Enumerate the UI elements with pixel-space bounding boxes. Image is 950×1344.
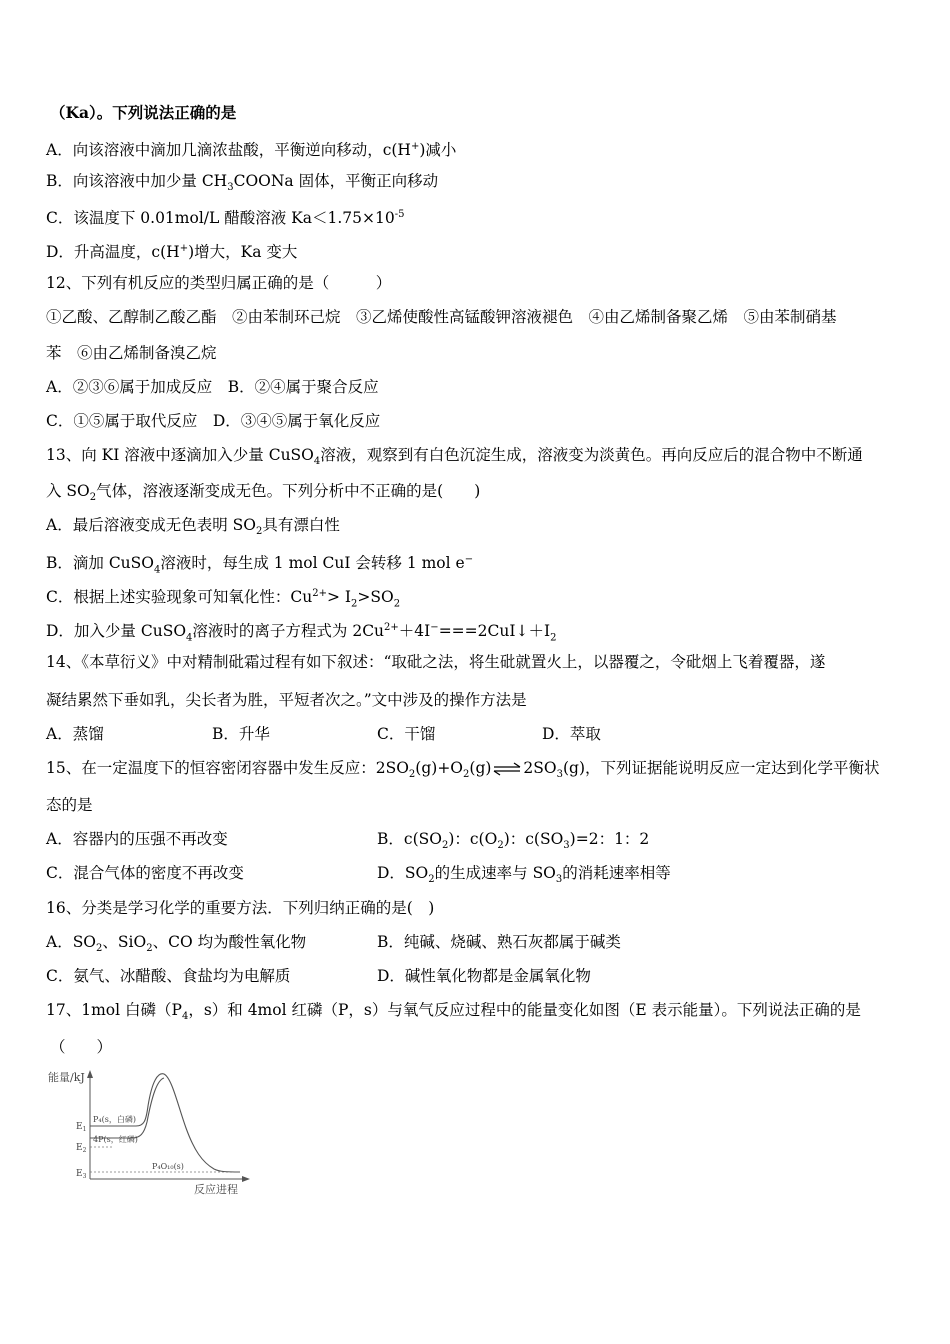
- q11-option-d: D．升高温度，c(H+)增大，Ka 变大: [46, 243, 298, 262]
- q15-option-b: B．$c(SO_2)$：$c(O_2)$：$c(SO_3)=2$：1：2: [377, 830, 650, 852]
- energy-diagram: [44, 1066, 264, 1206]
- q16-stem: 16、分类是学习化学的重要方法．下列归纳正确的是( ): [46, 899, 435, 917]
- q15-options-cd: [46, 863, 906, 886]
- q13-stem: 13、向 KI 溶液中逐滴加入少量 CuSO$_4$溶液，观察到有白色沉淀生成，溶液变为淡黄色。再向反应后的混合物中不断通: [46, 446, 863, 468]
- q15-option-c: C．混合气体的密度不再改变: [46, 864, 244, 882]
- q14-stem: 14、《本草衍义》中对精制砒霜过程有如下叙述：“取砒之法，将生砒就置火上，以器覆之，令砒烟上飞着覆器，遂: [46, 653, 826, 671]
- q14-option-b: B．升华: [212, 725, 270, 743]
- q11-option-a: A．向该溶液中滴加几滴浓盐酸，平衡逆向移动，c(H+)减小: [46, 141, 457, 160]
- q11-option-b: B．向该溶液中加少量 $CH_3COONa$ 固体，平衡正向移动: [46, 172, 439, 194]
- q14-option-c: C．干馏: [377, 725, 436, 743]
- q17-answer-paren: （ ）: [50, 1038, 113, 1056]
- e2-label: $E_2$: [76, 1143, 87, 1154]
- q15-option-a: A．容器内的压强不再改变: [46, 830, 228, 848]
- q16-option-d: D．碱性氧化物都是金属氧化物: [377, 967, 591, 985]
- q17-stem: 17、1mol 白磷（$P_4$，s）和 4mol 红磷（P，s）与氧气反应过程中的能量变化如图（E 表示能量）。下列说法正确的是: [46, 1001, 861, 1023]
- q12-options-cd: C．①⑤属于取代反应 D．③④⑤属于氧化反应: [46, 412, 381, 430]
- q16-option-b: B．纯碱、烧碱、熟石灰都属于碱类: [377, 933, 621, 951]
- q14-option-a: A．蒸馏: [46, 725, 104, 743]
- q16-options-ab: [46, 932, 906, 959]
- q16-options-cd: [46, 966, 906, 986]
- q15-stem-cont: 态的是: [46, 796, 93, 814]
- q13-option-c: C．根据上述实验现象可知氧化性：$Cu^{2+}> I_2>SO_2$: [46, 588, 401, 610]
- product-label: P₄O₁₀(s): [152, 1162, 184, 1171]
- e3-label: $E_3$: [76, 1169, 87, 1180]
- equilibrium-arrow-icon: [492, 762, 522, 776]
- q15-option-d: D．$SO_2$的生成速率与 $SO_3$的消耗速率相等: [377, 864, 671, 886]
- white-phosphorus-label: P₄(s，白磷): [93, 1115, 136, 1124]
- y-axis-label: 能量/kJ: [48, 1071, 85, 1084]
- x-axis-label: 反应进程: [194, 1183, 238, 1196]
- q15-options-ab: [46, 829, 906, 852]
- q12-items: ①乙酸、乙醇制乙酸乙酯 ②由苯制环己烷 ③乙烯使酸性高锰酸钾溶液褪色 ④由乙烯制备聚乙烯 ⑤由苯制硝基: [46, 308, 837, 326]
- q13-option-b: B．滴加 CuSO$_4$溶液时，每生成 1 mol CuI 会转移 1 mol e−: [46, 554, 474, 576]
- y-axis-arrow-icon: [87, 1070, 93, 1078]
- red-phosphorus-curve: [90, 1078, 164, 1138]
- red-phosphorus-label: 4P(s，红磷): [93, 1135, 138, 1144]
- q16-option-a: A．$SO_2$、SiO$_2$、CO 均为酸性氧化物: [46, 933, 307, 955]
- q16-option-c: C．氨气、冰醋酸、食盐均为电解质: [46, 967, 291, 985]
- q11-option-c: C．该温度下 0.01mol/L 醋酸溶液 $Ka<1.75\times 10^{-5}$: [46, 209, 405, 228]
- q12-items-cont: 苯 ⑥由乙烯制备溴乙烷: [46, 344, 217, 362]
- q15-stem: 15、在一定温度下的恒容密闭容器中发生反应：$2SO_2(g)+O_2(g)$ $2SO_3(g)$，下列证据能说明反应一定达到化学平衡状: [46, 759, 880, 781]
- q14-option-d: D．萃取: [542, 725, 601, 743]
- q13-option-d: D．加入少量 CuSO$_4$溶液时的离子方程式为 $2Cu^{2+}+4I^-===2CuI↓+I_2$: [46, 622, 557, 644]
- x-axis-arrow-icon: [242, 1176, 250, 1182]
- e1-label: $E_1$: [76, 1122, 87, 1133]
- q11-stem-tail: （Ka）。下列说法正确的是: [50, 103, 237, 122]
- q12-stem: 12、下列有机反应的类型归属正确的是（ ）: [46, 274, 392, 292]
- q13-stem-cont: 入 $SO_2$气体，溶液逐渐变成无色。下列分析中不正确的是( ): [46, 482, 481, 504]
- q12-options-ab: A．②③⑥属于加成反应 B．②④属于聚合反应: [46, 378, 379, 396]
- q13-option-a: A．最后溶液变成无色表明 $SO_2$具有漂白性: [46, 516, 340, 538]
- q14-stem-cont: 凝结累然下垂如乳，尖长者为胜，平短者次之。”文中涉及的操作方法是: [46, 691, 527, 709]
